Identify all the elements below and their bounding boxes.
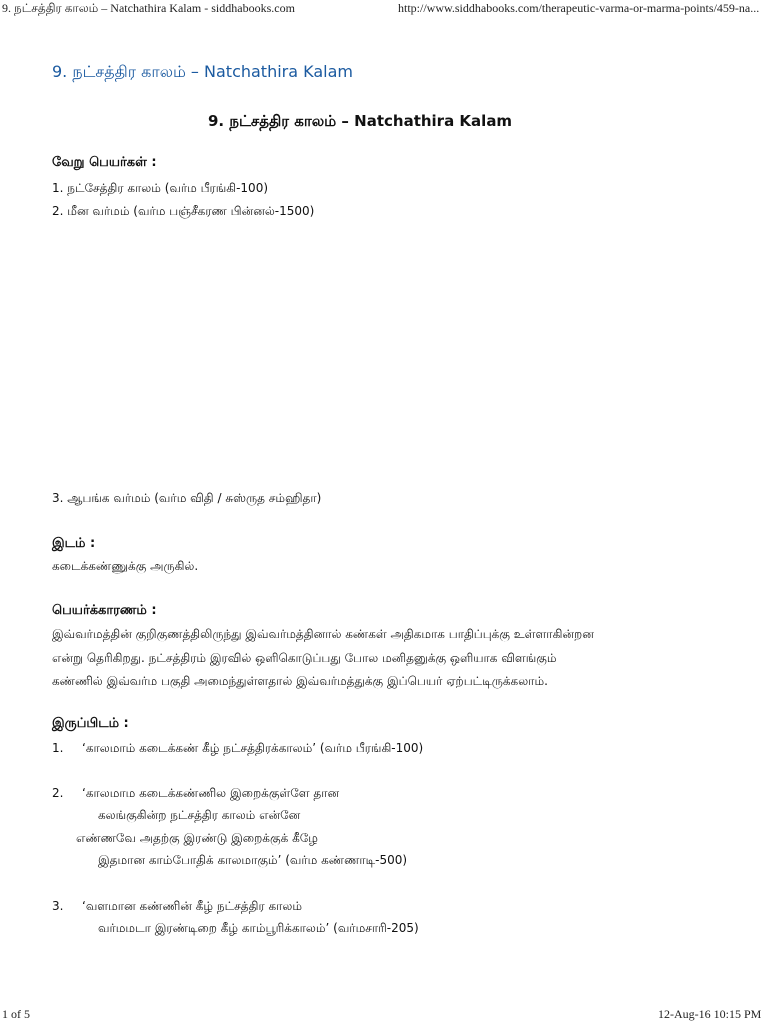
location-text: கடைக்கண்ணுக்கு அருகில்.: [52, 559, 199, 573]
image-area: [52, 228, 712, 478]
location-label: இடம் :: [52, 536, 96, 551]
other-name-item: 3. ஆபங்க வர்மம் (வர்ம விதி / சுஸ்ருத சம்ஹிதா): [52, 491, 322, 505]
name-reason-label: பெயர்க்காரணம் :: [52, 603, 157, 618]
print-footer-page: 1 of 5: [2, 1007, 30, 1021]
position-label: இருப்பிடம் :: [52, 716, 129, 731]
verse-number: 2.: [52, 786, 64, 800]
other-name-item: 2. மீன வர்மம் (வர்ம பஞ்சீகரண பின்னல்-1500): [52, 204, 315, 218]
verse-line: எண்ணவே அதற்கு இரண்டு இறைக்குக் கீழே: [76, 831, 318, 845]
print-header-url: http://www.siddhabooks.com/therapeutic-varma-or-marma-points/459-na...: [398, 1, 760, 15]
other-names-label: வேறு பெயர்கள் :: [52, 155, 157, 170]
verse-line: வர்மமடா இரண்டிறை கீழ் காம்பூரிக்காலம்’ (வர்மசாரி-205): [98, 921, 419, 935]
article-title: 9. நட்சத்திர காலம் – Natchathira Kalam: [208, 112, 513, 130]
article-heading: 9. நட்சத்திர காலம் – Natchathira Kalam: [52, 62, 353, 81]
print-footer-datetime: 12-Aug-16 10:15 PM: [658, 1007, 762, 1021]
verse-line: இதமான காம்போதிக் காலமாகும்’ (வர்ம கண்ணாடி-500): [98, 853, 408, 867]
name-reason-line: கண்ணில் இவ்வர்ம பகுதி அமைந்துள்ளதால் இவ்வர்மத்துக்கு இப்பெயர் ஏற்பட்டிருக்கலாம்.: [52, 674, 548, 688]
verse-number: 3.: [52, 899, 64, 913]
verse-line: கலங்குகின்ற நட்சத்திர காலம் என்னே: [98, 808, 301, 822]
verse-number: 1.: [52, 741, 64, 755]
verse-line: ‘காலமாம கடைக்கண்ணில இறைக்குள்ளே தான: [82, 786, 340, 800]
name-reason-line: இவ்வர்மத்தின் குறிகுணத்திலிருந்து இவ்வர்மத்தினால் கண்கள் அதிகமாக பாதிப்புக்கு உள்ளாகின்றன: [52, 627, 594, 641]
verse-line: ‘வளமான கண்ணின் கீழ் நட்சத்திர காலம்: [82, 899, 303, 913]
print-header-title: 9. நட்சத்திர காலம் – Natchathira Kalam - siddhabooks.com: [2, 1, 295, 15]
other-name-item: 1. நட்சேத்திர காலம் (வர்ம பீரங்கி-100): [52, 181, 269, 195]
verse-line: ‘காலமாம் கடைக்கண் கீழ் நட்சத்திரக்காலம்’ (வர்ம பீரங்கி-100): [82, 741, 424, 755]
name-reason-line: என்று தெரிகிறது. நட்சத்திரம் இரவில் ஒளிகொடுப்பது போல மனிதனுக்கு ஒளியாக விளங்கும்: [52, 651, 557, 665]
